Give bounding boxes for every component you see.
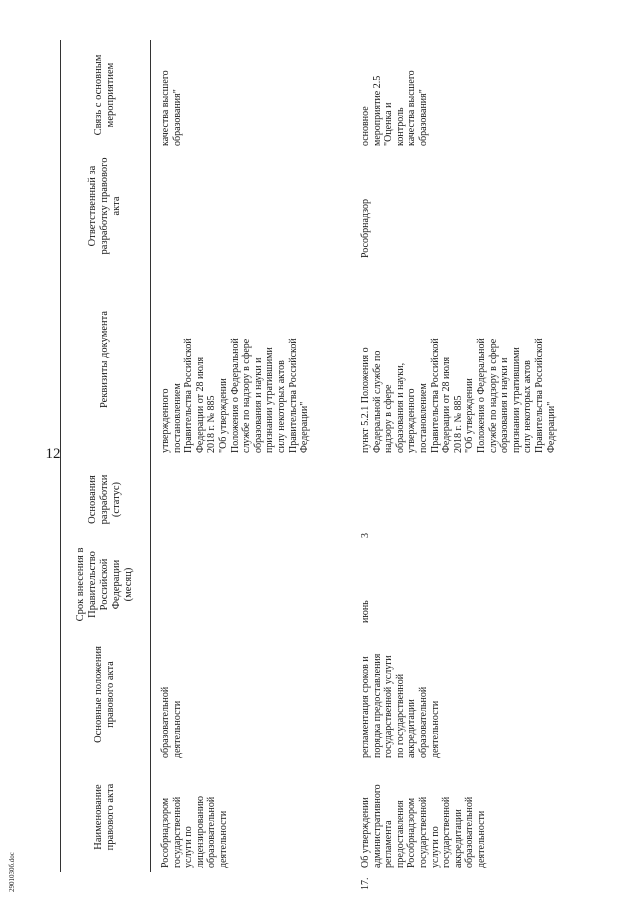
cell-name: Об утверждении административного регламента предоставления Рособрнадзором государственной услуги по государственной аккредитации образовательной деятельности xyxy=(360,784,487,868)
cell-requisites: пункт 5.2.1 Положения о Федеральной службе по надзору в сфере образования и науки, утвержденного постановлением Правительства Российской Федерации от 28 июля 2018 г. № 885 "Об утверждении Положения о Федеральной службе по надзору в сфере образования и науки и признании утратившими силу некоторых актов Правительства Российской Федерации" xyxy=(360,338,557,453)
file-code: 2901030б.doc xyxy=(8,852,16,892)
cell-basis: 3 xyxy=(360,533,371,538)
header-name: Наименование правового акта xyxy=(93,783,116,851)
column-provisions xyxy=(60,627,620,762)
header-link: Связь с основным мероприятием xyxy=(93,54,116,136)
page-number: 12 xyxy=(45,446,61,462)
header-basis: Основания разработки (статус) xyxy=(87,474,122,525)
header-provisions: Основные положения правового акта xyxy=(93,646,116,743)
column-basis xyxy=(60,457,620,542)
cell-name: Рособрнадзором государственной услуги по лицензированию образовательной деятельности xyxy=(160,796,229,868)
column-deadline xyxy=(60,542,620,627)
cell-responsible: Рособрнадзор xyxy=(360,199,371,258)
cell-deadline: июнь xyxy=(360,600,371,623)
cell-link: качества высшего образования" xyxy=(160,70,183,146)
legal-acts-table xyxy=(60,40,620,890)
column-link xyxy=(60,40,620,150)
cell-provisions: регламентация сроков и порядка предоставления государственной услуги по государственной аккредитации образовательной деятельности xyxy=(360,653,441,758)
column-requisites xyxy=(60,262,620,457)
cell-provisions: образовательной деятельности xyxy=(160,686,183,758)
header-responsible: Ответственный за разработку правового акта xyxy=(87,157,122,255)
row-number: 17. xyxy=(360,877,371,890)
column-name xyxy=(60,762,620,872)
header-deadline: Срок внесения в Правительство Российской Федерации (месяц) xyxy=(75,547,134,622)
cell-requisites: утвержденного постановлением Правительства Российской Федерации от 28 июля 2018 г. № 885 "Об утверждении Положения о Федеральной службе по надзору в сфере образования и науки и признании утратившими силу некоторых актов Правительства Российской Федерации" xyxy=(160,338,311,453)
cell-link: основное мероприятие 2.5 "Оценка и контроль качества высшего образования" xyxy=(360,70,429,146)
header-requisites: Реквизиты документа xyxy=(99,310,110,409)
column-responsible xyxy=(60,150,620,262)
